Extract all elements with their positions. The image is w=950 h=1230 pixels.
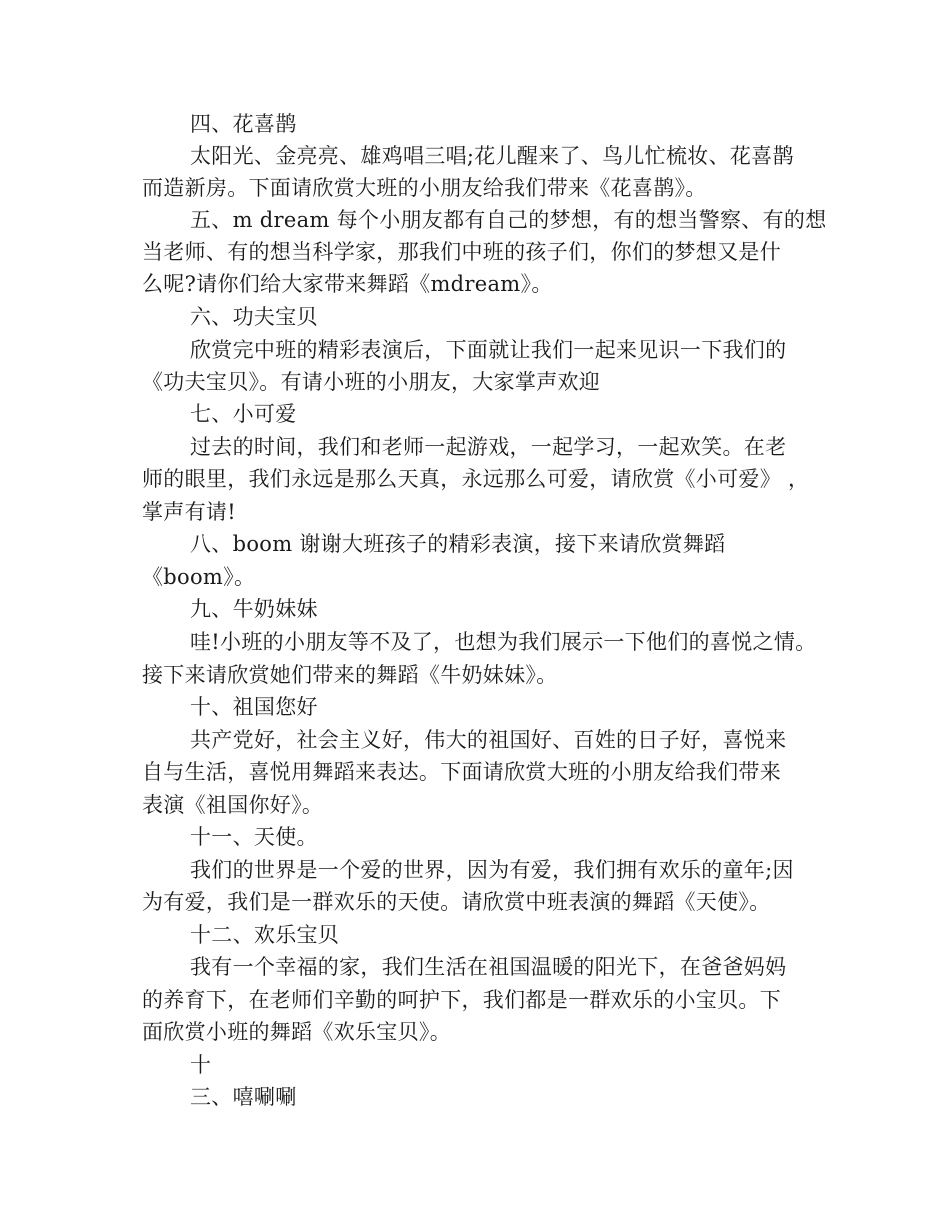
paragraph-line: 师的眼里，我们永远是那么天真，永远那么可爱，请欣赏《小可爱》 ， (142, 467, 810, 491)
paragraph-line: 我有一个幸福的家，我们生活在祖国温暖的阳光下，在爸爸妈妈 (190, 955, 787, 979)
section-heading-9: 九、牛奶妹妹 (190, 597, 318, 621)
section-heading-13b: 三、嘻唰唰 (190, 1085, 297, 1109)
section-heading-8: 八、boom 谢谢大班孩子的精彩表演，接下来请欣赏舞蹈 (190, 532, 726, 556)
paragraph-line: 哇!小班的小朋友等不及了，也想为我们展示一下他们的喜悦之情。 (190, 630, 817, 654)
paragraph-line: 的养育下，在老师们辛勤的呵护下，我们都是一群欢乐的小宝贝。下 (142, 988, 781, 1012)
paragraph-line: 面欣赏小班的舞蹈《欢乐宝贝》。 (142, 1020, 451, 1044)
paragraph-line: 自与生活，喜悦用舞蹈来表达。下面请欣赏大班的小朋友给我们带来 (142, 760, 781, 784)
paragraph-line: 而造新房。下面请欣赏大班的小朋友给我们带来《花喜鹊》。 (142, 176, 707, 200)
paragraph-line: 《功夫宝贝》。有请小班的小朋友，大家掌声欢迎 (142, 370, 601, 394)
paragraph-line: 我们的世界是一个爱的世界，因为有爱，我们拥有欢乐的童年;因 (190, 858, 794, 882)
section-heading-11: 十一、天使。 (190, 825, 318, 849)
paragraph-line: 当老师、有的想当科学家，那我们中班的孩子们，你们的梦想又是什 (142, 240, 781, 264)
paragraph-line: 《boom》。 (142, 565, 256, 589)
paragraph-line: 表演《祖国你好》。 (142, 793, 324, 817)
paragraph-line: 共产党好，社会主义好，伟大的祖国好、百姓的日子好，喜悦来 (190, 728, 787, 752)
paragraph-line: 欣赏完中班的精彩表演后，下面就让我们一起来见识一下我们的 (190, 338, 787, 362)
section-heading-10: 十、祖国您好 (190, 695, 318, 719)
section-heading-4: 四、花喜鹊 (190, 112, 297, 136)
section-heading-6: 六、功夫宝贝 (190, 305, 318, 329)
paragraph-line: 么呢?请你们给大家带来舞蹈《mdream》。 (142, 272, 553, 296)
paragraph-line: 过去的时间，我们和老师一起游戏，一起学习，一起欢笑。在老 (190, 435, 787, 459)
paragraph-line: 为有爱，我们是一群欢乐的天使。请欣赏中班表演的舞蹈《天使》。 (142, 890, 771, 914)
paragraph-line: 接下来请欣赏她们带来的舞蹈《牛奶妹妹》。 (142, 663, 558, 687)
paragraph-line: 太阳光、金亮亮、雄鸡唱三唱;花儿醒来了、鸟儿忙梳妆、花喜鹊 (190, 144, 794, 168)
section-heading-12: 十二、欢乐宝贝 (190, 923, 340, 947)
section-heading-5: 五、m dream 每个小朋友都有自己的梦想，有的想当警察、有的想 (190, 208, 827, 232)
paragraph-line: 掌声有请! (142, 500, 236, 524)
section-heading-7: 七、小可爱 (190, 402, 297, 426)
section-heading-13a: 十 (190, 1053, 212, 1077)
